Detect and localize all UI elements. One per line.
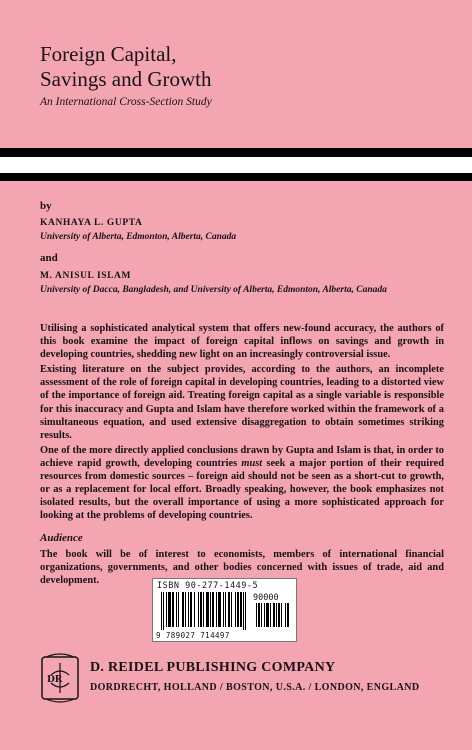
audience-text: The book will be of interest to economists, members of international financial organizations, governments, and other bodies concerned with issues of trade, aid and development. (40, 549, 444, 587)
barcode-bar (218, 592, 221, 627)
barcode-bar (210, 592, 211, 627)
top-black-band (0, 148, 472, 157)
barcode-bar (194, 592, 195, 627)
barcode-bar (188, 592, 189, 627)
barcode-bar (223, 592, 224, 627)
barcode-bar (240, 592, 242, 627)
barcode-bar (163, 592, 164, 630)
barcode-bar (235, 592, 236, 627)
barcode-bar (206, 592, 209, 627)
barcode-bar (178, 592, 179, 627)
reidel-logo-icon (40, 653, 80, 705)
author-islam: M. ANISUL ISLAM (40, 271, 132, 281)
publisher-name: D. REIDEL PUBLISHING COMPANY (90, 660, 336, 675)
barcode-bar (172, 592, 174, 627)
description-paragraph-1: Utilising a sophisticated analytical system that offers new-found accuracy, the authors of this book examine the impact of foreign capital inflows on savings and growth in developing countries, shedding new light on an increasingly controversial issue. (40, 323, 444, 361)
barcode-bar (228, 592, 230, 627)
title-line-1: Foreign Capital, (40, 42, 177, 66)
affiliation-islam: University of Dacca, Bangladesh, and University of Alberta, Edmonton, Alberta, Canada (40, 285, 387, 295)
barcode-bar (273, 603, 275, 627)
book-title (40, 42, 212, 92)
price-code: 90000 (253, 593, 279, 603)
barcode-bar (243, 592, 244, 630)
barcode-bar (161, 592, 162, 630)
barcode-bar (287, 603, 289, 627)
paragraph-3-start: One of the more directly applied conclusions drawn by Gupta and Islam is that, in order to achieve rapid growth, developing countries (40, 444, 444, 469)
description (40, 322, 444, 522)
and-label: and (40, 252, 58, 264)
barcode-bar (266, 603, 269, 627)
barcode-bar (231, 592, 232, 627)
barcode (152, 578, 297, 642)
barcode-bar (245, 592, 246, 630)
barcode-bar (200, 592, 202, 627)
barcode-bar (270, 603, 271, 627)
barcode-bar (264, 603, 265, 627)
emphasis-must: must (241, 457, 263, 469)
barcode-bar (281, 603, 282, 627)
by-label: by (40, 200, 52, 212)
barcode-bar (216, 592, 217, 627)
description-paragraph-3 (40, 444, 444, 523)
title-line-2: Savings and Growth (40, 67, 212, 91)
author-gupta: KANHAYA L. GUPTA (40, 218, 143, 228)
barcode-bar (182, 592, 184, 627)
barcode-bar (285, 603, 286, 627)
barcode-bar (276, 603, 277, 627)
barcode-bar (261, 603, 262, 627)
ean-barcode-bars (161, 592, 253, 630)
barcode-bar (278, 603, 280, 627)
barcode-bar (258, 603, 260, 627)
barcode-bar (203, 592, 204, 627)
barcode-bar (168, 592, 171, 627)
description-paragraph-2: Existing literature on the subject provides, according to the authors, an incomplete assessment of the role of foreign capital in developing countries, leading to a distorted view of the importance of foreign aid. Treating foreign capital as a single variable is responsible for this inaccuracy and Gupta and Islam have therefore worked within the framework of a simultaneous equation, and used extensive disaggregation to obtain sometimes striking results. (40, 364, 444, 441)
barcode-bar (176, 592, 177, 627)
barcode-bar (237, 592, 239, 627)
barcode-bar (166, 592, 167, 627)
paragraph-3-end: seek a major portion of their required resources from domestic sources – foreign aid should not be seen as a short-cut to growth, or as a replacement for local effort. Broadly speaking, however, the book emphasizes not isolated results, but the overall importance of using a more sophisticated approach for looking at the problems of developing countries. (40, 457, 445, 522)
barcode-bar (185, 592, 186, 627)
ean-number: 9 789027 714497 (156, 631, 230, 640)
publisher-cities: DORDRECHT, HOLLAND / BOSTON, U.S.A. / LONDON, ENGLAND (90, 682, 420, 693)
isbn-label: ISBN 90-277-1449-5 (157, 581, 259, 591)
book-subtitle: An International Cross-Section Study (40, 96, 212, 108)
audience-heading: Audience (40, 532, 83, 544)
affiliation-gupta: University of Alberta, Edmonton, Alberta, Canada (40, 232, 237, 242)
white-band (0, 157, 472, 173)
barcode-bar (212, 592, 214, 627)
bottom-black-band (0, 173, 472, 181)
barcode-bar (198, 592, 199, 627)
barcode-bar (225, 592, 226, 627)
logo-lettering: DR (47, 675, 63, 685)
price-barcode-bars (256, 603, 294, 630)
barcode-bar (190, 592, 192, 627)
barcode-bar (256, 603, 257, 627)
